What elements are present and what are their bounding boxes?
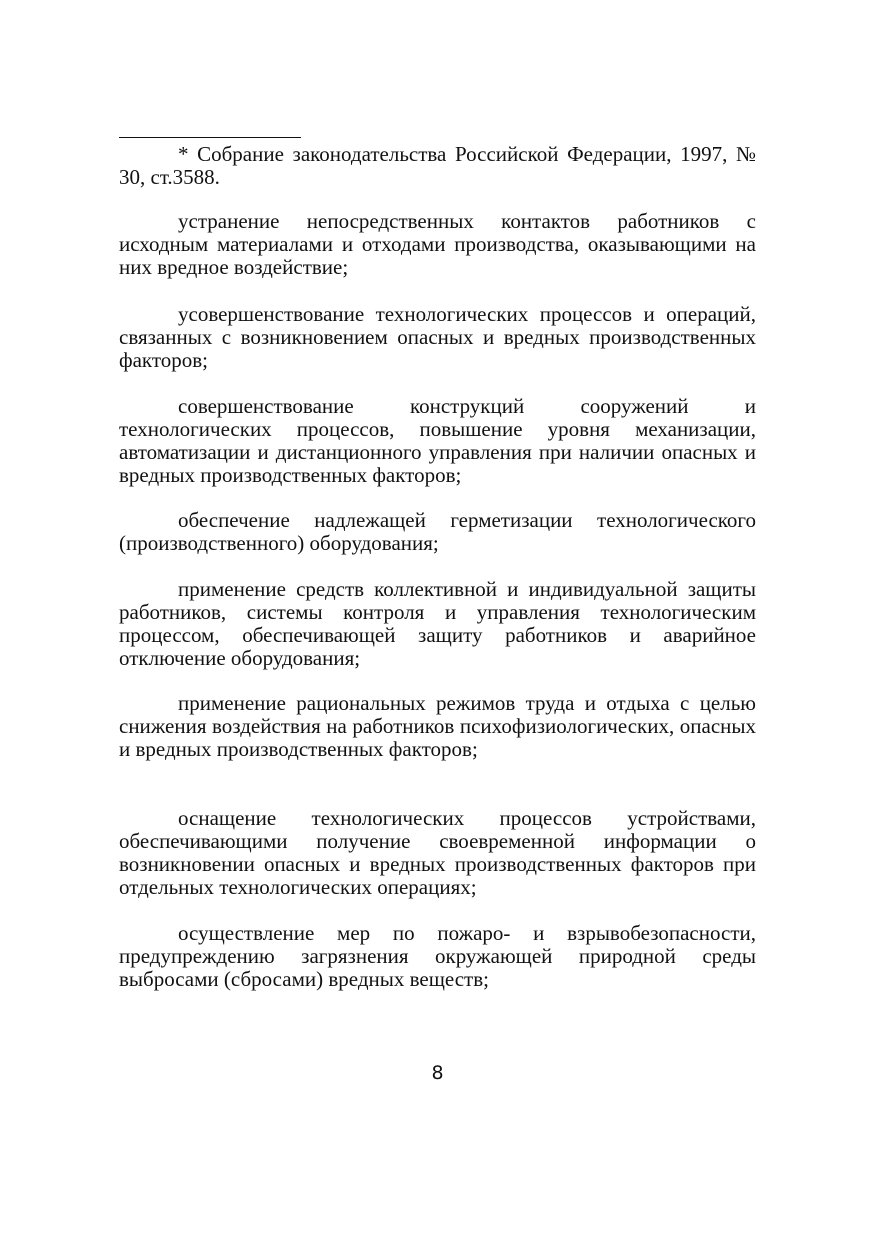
paragraph-protection-control: применение средств коллективной и индивидуальной защиты работников, системы контроля и управления технологическим процессом, обеспечивающей защиту работников и аварийное отключение оборудования; xyxy=(119,577,756,670)
paragraph-process-improvement: усовершенствование технологических процессов и операций, связанных с возникновением опасных и вредных производственных факторов; xyxy=(119,302,756,372)
page-number: 8 xyxy=(431,1062,444,1084)
paragraph-design-automation: совершенствование конструкций сооружений и технологических процессов, повышение уровня механизации, автоматизации и дистанционного управления при наличии опасных и вредных производственных факторов; xyxy=(119,394,756,487)
paragraph-fire-environment-safety: осуществление мер по пожаро- и взрывобезопасности, предупреждению загрязнения окружающей природной среды выбросами (сбросами) вредных веществ; xyxy=(119,921,756,991)
paragraph-direct-contact-elimination: устранение непосредственных контактов работников с исходным материалами и отходами производства, оказывающими на них вредное воздействие; xyxy=(119,209,756,279)
paragraph-work-rest-modes: применение рациональных режимов труда и отдыха с целью снижения воздействия на работников психофизиологических, опасных и вредных производственных факторов; xyxy=(119,691,756,761)
footnote-separator-line xyxy=(119,137,301,138)
paragraph-equipment-sealing: обеспечение надлежащей герметизации технологического (производственного) оборудования; xyxy=(119,508,756,555)
footnote-text: * Собрание законодательства Российской Федерации, 1997, № 30, ст.3588. xyxy=(119,142,756,189)
paragraph-warning-devices: оснащение технологических процессов устройствами, обеспечивающими получение своевременной информации о возникновении опасных и вредных производственных факторов при отдельных технологических операциях; xyxy=(119,806,756,899)
